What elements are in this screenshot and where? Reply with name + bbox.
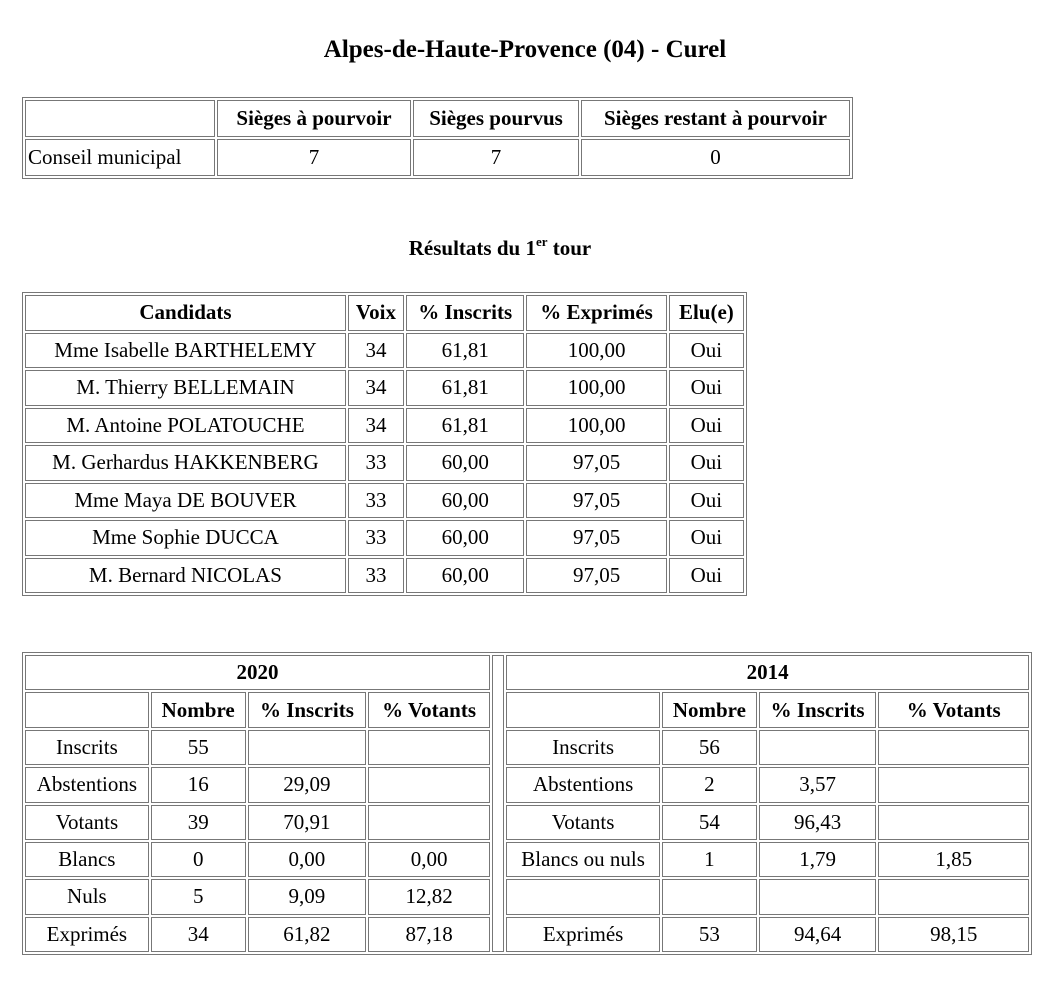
stats-2020-pct-votants (368, 767, 490, 802)
stats-2020-header-votants: % Votants (368, 692, 490, 727)
stats-2014-nombre: 2 (662, 767, 757, 802)
stats-2020-nombre: 0 (151, 842, 246, 877)
stats-2020-header-inscrits: % Inscrits (248, 692, 367, 727)
results-title (0, 236, 1000, 261)
stats-2020-nombre: 34 (151, 917, 246, 952)
results-title-suffix: tour (547, 236, 592, 260)
stats-2020-label: Inscrits (25, 730, 149, 765)
candidate-pct-inscrits: 60,00 (406, 558, 524, 594)
stats-2014-nombre: 56 (662, 730, 757, 765)
seats-a-pourvoir-value: 7 (217, 139, 411, 176)
candidate-pct-exprimes: 97,05 (526, 483, 666, 519)
seats-pourvus-value: 7 (413, 139, 579, 176)
candidate-name: Mme Maya DE BOUVER (25, 483, 346, 519)
stats-2014-label: Votants (506, 805, 660, 840)
candidates-header-exprimes: % Exprimés (526, 295, 666, 331)
stats-2020-pct-votants: 87,18 (368, 917, 490, 952)
stats-2020-pct-inscrits: 70,91 (248, 805, 367, 840)
candidate-row (25, 370, 744, 406)
candidate-elu: Oui (669, 408, 744, 444)
candidate-pct-inscrits: 61,81 (406, 408, 524, 444)
year-2014-header: 2014 (506, 655, 1029, 690)
candidate-voix: 33 (348, 520, 404, 556)
participation-row (25, 805, 1029, 840)
stats-2020-nombre: 16 (151, 767, 246, 802)
candidate-voix: 34 (348, 333, 404, 369)
stats-2020-header-empty (25, 692, 149, 727)
year-separator (492, 655, 504, 952)
stats-2014-pct-inscrits (759, 730, 877, 765)
stats-2014-header-empty (506, 692, 660, 727)
candidates-table (22, 292, 747, 596)
participation-table (22, 652, 1032, 955)
stats-2020-nombre: 5 (151, 879, 246, 914)
candidate-row (25, 408, 744, 444)
stats-2014-header-nombre: Nombre (662, 692, 757, 727)
participation-header-row (25, 692, 1029, 727)
stats-2014-label: Exprimés (506, 917, 660, 952)
year-2020-header: 2020 (25, 655, 490, 690)
stats-2014-nombre (662, 879, 757, 914)
stats-2014-pct-votants (878, 730, 1029, 765)
stats-2014-nombre: 53 (662, 917, 757, 952)
candidate-row (25, 558, 744, 594)
candidate-pct-exprimes: 97,05 (526, 558, 666, 594)
candidates-header-elu: Elu(e) (669, 295, 744, 331)
seats-header-pourvus: Sièges pourvus (413, 100, 579, 137)
stats-2014-pct-votants: 98,15 (878, 917, 1029, 952)
stats-2020-pct-inscrits: 61,82 (248, 917, 367, 952)
candidate-pct-inscrits: 60,00 (406, 445, 524, 481)
stats-2014-pct-inscrits: 3,57 (759, 767, 877, 802)
stats-2020-pct-inscrits: 9,09 (248, 879, 367, 914)
stats-2020-pct-votants (368, 805, 490, 840)
seats-header-restant: Sièges restant à pourvoir (581, 100, 850, 137)
stats-2020-pct-votants: 12,82 (368, 879, 490, 914)
stats-2014-pct-inscrits: 94,64 (759, 917, 877, 952)
stats-2014-label (506, 879, 660, 914)
candidate-pct-exprimes: 100,00 (526, 408, 666, 444)
candidate-name: M. Antoine POLATOUCHE (25, 408, 346, 444)
results-title-prefix: Résultats du 1 (408, 236, 536, 260)
candidate-voix: 34 (348, 408, 404, 444)
candidates-header-voix: Voix (348, 295, 404, 331)
candidate-pct-exprimes: 100,00 (526, 370, 666, 406)
stats-2020-pct-inscrits: 29,09 (248, 767, 367, 802)
candidate-pct-exprimes: 100,00 (526, 333, 666, 369)
candidate-elu: Oui (669, 445, 744, 481)
stats-2014-label: Blancs ou nuls (506, 842, 660, 877)
candidates-header-inscrits: % Inscrits (406, 295, 524, 331)
stats-2014-pct-votants (878, 879, 1029, 914)
participation-row (25, 917, 1029, 952)
seats-header-empty (25, 100, 215, 137)
candidate-voix: 33 (348, 445, 404, 481)
candidate-pct-exprimes: 97,05 (526, 445, 666, 481)
seats-header-a-pourvoir: Sièges à pourvoir (217, 100, 411, 137)
candidate-voix: 33 (348, 558, 404, 594)
participation-row (25, 879, 1029, 914)
candidate-elu: Oui (669, 333, 744, 369)
candidate-pct-inscrits: 60,00 (406, 483, 524, 519)
stats-2020-pct-inscrits (248, 730, 367, 765)
stats-2020-pct-votants: 0,00 (368, 842, 490, 877)
stats-2014-pct-votants (878, 767, 1029, 802)
candidates-header-row (25, 295, 744, 331)
results-title-sup: er (535, 234, 548, 249)
stats-2014-pct-votants: 1,85 (878, 842, 1029, 877)
stats-2014-header-votants: % Votants (878, 692, 1029, 727)
candidate-name: M. Gerhardus HAKKENBERG (25, 445, 346, 481)
stats-2020-label: Blancs (25, 842, 149, 877)
candidate-pct-inscrits: 61,81 (406, 370, 524, 406)
candidate-row (25, 520, 744, 556)
page-title: Alpes-de-Haute-Provence (04) - Curel (323, 36, 727, 63)
stats-2014-label: Abstentions (506, 767, 660, 802)
seats-table (22, 97, 853, 179)
seats-restant-value: 0 (581, 139, 850, 176)
participation-row (25, 842, 1029, 877)
stats-2014-pct-inscrits (759, 879, 877, 914)
candidate-elu: Oui (669, 483, 744, 519)
candidate-pct-exprimes: 97,05 (526, 520, 666, 556)
candidates-header-name: Candidats (25, 295, 346, 331)
candidate-row (25, 333, 744, 369)
candidate-name: Mme Isabelle BARTHELEMY (25, 333, 346, 369)
seats-row-label: Conseil municipal (25, 139, 215, 176)
stats-2020-header-nombre: Nombre (151, 692, 246, 727)
candidate-pct-inscrits: 60,00 (406, 520, 524, 556)
stats-2020-label: Votants (25, 805, 149, 840)
stats-2020-label: Exprimés (25, 917, 149, 952)
participation-row (25, 767, 1029, 802)
stats-2020-nombre: 39 (151, 805, 246, 840)
candidate-elu: Oui (669, 558, 744, 594)
seats-header-row (25, 100, 850, 137)
candidate-elu: Oui (669, 520, 744, 556)
stats-2020-pct-inscrits: 0,00 (248, 842, 367, 877)
candidate-voix: 34 (348, 370, 404, 406)
seats-row (25, 139, 850, 176)
stats-2014-nombre: 54 (662, 805, 757, 840)
stats-2020-label: Nuls (25, 879, 149, 914)
stats-2014-nombre: 1 (662, 842, 757, 877)
candidate-name: M. Thierry BELLEMAIN (25, 370, 346, 406)
candidate-name: M. Bernard NICOLAS (25, 558, 346, 594)
stats-2014-pct-votants (878, 805, 1029, 840)
stats-2014-label: Inscrits (506, 730, 660, 765)
stats-2014-pct-inscrits: 96,43 (759, 805, 877, 840)
stats-2020-nombre: 55 (151, 730, 246, 765)
candidate-row (25, 445, 744, 481)
candidate-row (25, 483, 744, 519)
stats-2014-header-inscrits: % Inscrits (759, 692, 877, 727)
stats-2020-pct-votants (368, 730, 490, 765)
candidate-name: Mme Sophie DUCCA (25, 520, 346, 556)
stats-2014-pct-inscrits: 1,79 (759, 842, 877, 877)
candidate-elu: Oui (669, 370, 744, 406)
candidate-pct-inscrits: 61,81 (406, 333, 524, 369)
candidate-voix: 33 (348, 483, 404, 519)
participation-row (25, 730, 1029, 765)
participation-year-row (25, 655, 1029, 690)
stats-2020-label: Abstentions (25, 767, 149, 802)
